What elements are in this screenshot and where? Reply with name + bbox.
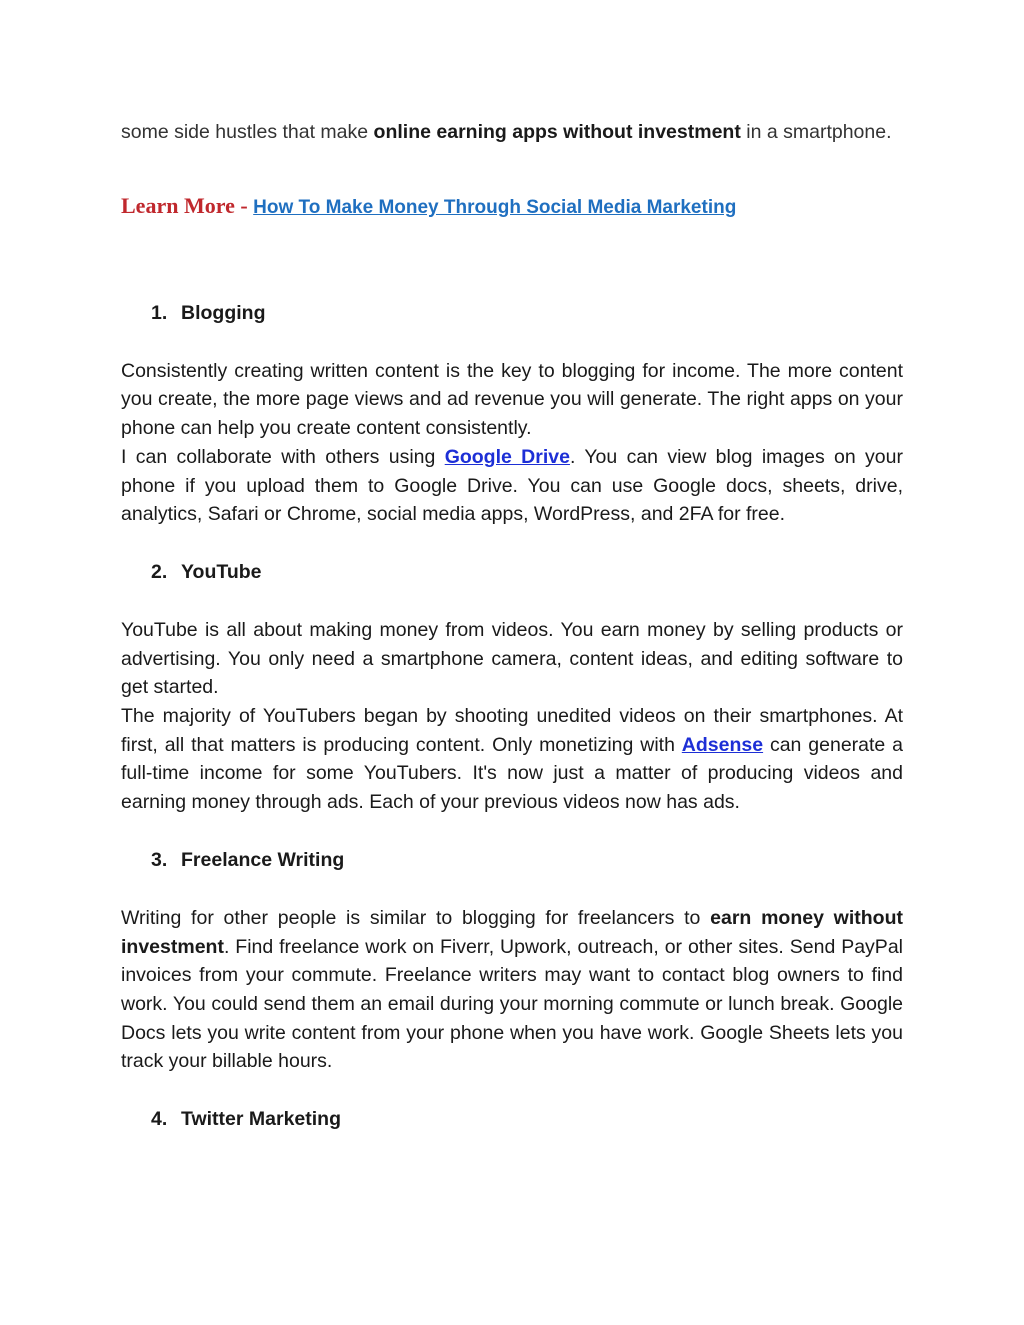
intro-text: some side hustles that make <box>121 121 374 143</box>
section-number: 4. <box>151 1108 168 1131</box>
section-number: 3. <box>151 848 168 871</box>
section-number: 1. <box>151 301 168 324</box>
youtube-paragraph-2 <box>121 702 903 817</box>
paragraph-text: The majority of YouTubers began by shooting unedited videos on their smartphones. At first, all that matters is producing content. Only monetizing with <box>121 705 903 756</box>
section-heading-freelance-writing <box>151 846 903 874</box>
section-title: Freelance Writing <box>181 848 345 871</box>
intro-bold-phrase: online earning apps without investment <box>373 121 741 143</box>
intro-paragraph <box>121 118 903 147</box>
intro-text-end: in a smartphone. <box>740 121 892 143</box>
adsense-link[interactable]: Adsense <box>681 733 764 756</box>
paragraph-text: . You can view blog images on your phone if you upload them to Google Drive. You can use Google docs, sheets, drive, analytics, Safari or Chrome, social media apps, WordPress, and 2FA for free. <box>121 445 903 526</box>
paragraph-text: . Find freelance work on Fiverr, Upwork, outreach, or other sites. Send PayPal invoices from your commute. Freelance writers may want to contact blog owners to find work. You could send them an email during your morning commute or lunch break. Google Docs lets you write content from your phone when you have work. Google Sheets lets you track your billable hours. <box>121 935 903 1073</box>
section-title: Blogging <box>181 301 266 324</box>
freelance-paragraph <box>121 904 903 1076</box>
section-heading-blogging <box>151 299 903 327</box>
blogging-paragraph-1: Consistently creating written content is the key to blogging for income. The more content you create, the more page views and ad revenue you will generate. The right apps on your phone can help you create content consistently. <box>121 359 903 440</box>
blogging-paragraph-2 <box>121 443 903 529</box>
google-drive-link[interactable]: Google Drive <box>444 445 570 468</box>
section-heading-youtube <box>151 558 903 586</box>
learn-more-line <box>121 191 903 223</box>
section-number: 2. <box>151 560 168 583</box>
paragraph-text: Writing for other people is similar to blogging for freelancers to <box>121 906 711 929</box>
learn-more-link[interactable]: How To Make Money Through Social Media Marketing <box>253 196 737 218</box>
section-title: YouTube <box>181 560 262 583</box>
bold-phrase: earn money without investment <box>121 906 903 958</box>
paragraph-text: can generate a full-time income for some YouTubers. It's now just a matter of producing videos and earning money through ads. Each of your previous videos now has ads. <box>121 733 903 814</box>
document-page <box>121 118 903 1133</box>
youtube-paragraph-1: YouTube is all about making money from videos. You earn money by selling products or advertising. You only need a smartphone camera, content ideas, and editing software to get started. <box>121 618 903 699</box>
section-title: Twitter Marketing <box>181 1108 341 1131</box>
paragraph-text: I can collaborate with others using <box>121 445 445 468</box>
learn-more-label: Learn More - <box>121 192 254 218</box>
section-heading-twitter-marketing <box>151 1105 903 1133</box>
